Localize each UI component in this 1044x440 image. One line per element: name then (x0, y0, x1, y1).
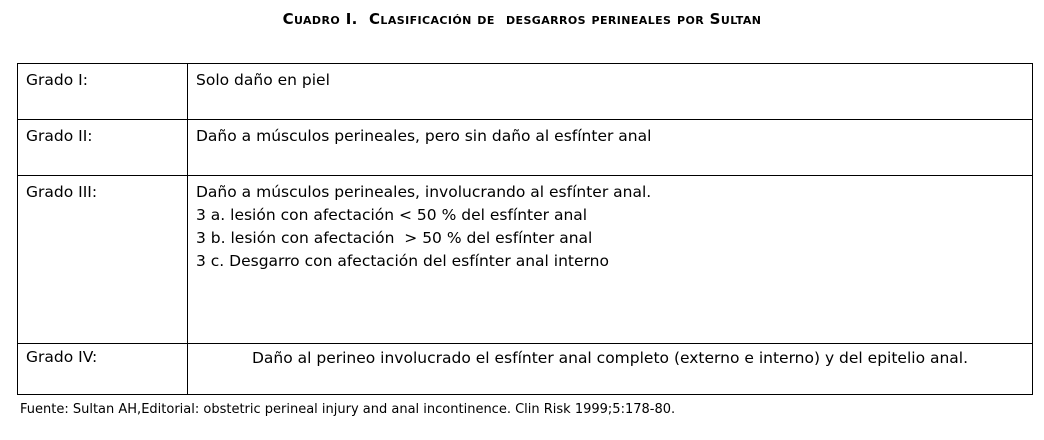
description-line: Solo daño en piel (196, 71, 330, 89)
description-line: Daño al perineo involucrado el esfínter anal completo (externo e interno) y del epitelio anal. (251, 349, 969, 367)
table-row (18, 120, 1033, 176)
grade-cell: Grado I: (18, 64, 188, 120)
description-line: 3 c. Desgarro con afectación del esfínter anal interno (196, 252, 609, 270)
grade-cell: Grado III: (18, 176, 188, 344)
description-line: Daño a músculos perineales, involucrando al esfínter anal. (196, 183, 652, 201)
description-cell (188, 64, 1033, 120)
grade-cell: Grado II: (18, 120, 188, 176)
grade-cell: Grado IV: (18, 344, 188, 395)
table-row (18, 64, 1033, 120)
description-cell (188, 120, 1033, 176)
sultan-classification-table (17, 63, 1033, 395)
description-line: Daño a músculos perineales, pero sin daño al esfínter anal (196, 127, 652, 145)
table-row (18, 344, 1033, 395)
source-citation: Fuente: Sultan AH,Editorial: obstetric perineal injury and anal incontinence. Clin Risk 1999;5:178-80. (20, 402, 676, 417)
description-line: 3 a. lesión con afectación < 50 % del esfínter anal (196, 206, 588, 224)
description-line: 3 b. lesión con afectación > 50 % del esfínter anal (196, 229, 593, 247)
description-cell (188, 344, 1033, 395)
description-cell (188, 176, 1033, 344)
table-row (18, 176, 1033, 344)
table-title: Cuadro I. Clasificación de desgarros perineales por Sultan (282, 10, 762, 28)
